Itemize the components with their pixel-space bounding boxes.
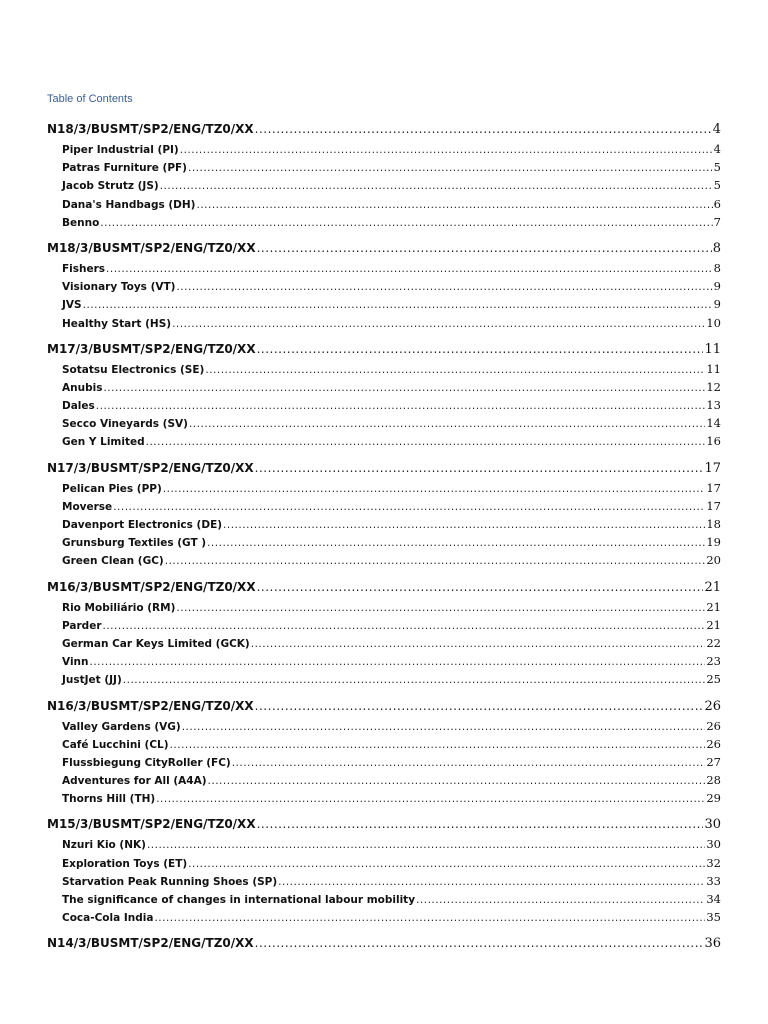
- dot-leader: [103, 617, 706, 635]
- dot-leader: [154, 909, 705, 927]
- toc-section-entry[interactable]: [0, 118, 768, 140]
- dot-leader: [90, 653, 706, 671]
- toc-sub-entry[interactable]: [0, 533, 768, 551]
- dot-leader: [100, 214, 712, 232]
- toc-page-number: 16: [706, 434, 721, 449]
- toc-entry-title: Flussbiegung CityRoller (FC): [62, 756, 231, 769]
- dot-leader: [172, 315, 705, 333]
- toc-sub-entry[interactable]: [0, 277, 768, 295]
- dot-leader: [165, 552, 706, 570]
- dot-leader: [257, 813, 704, 835]
- toc-section: [0, 338, 768, 451]
- toc-sub-entry[interactable]: [0, 140, 768, 158]
- toc-entry-title: Secco Vineyards (SV): [62, 418, 188, 431]
- dot-leader: [160, 177, 713, 195]
- toc-sub-entry[interactable]: [0, 598, 768, 616]
- dot-leader: [257, 237, 712, 259]
- toc-entry-title: N18/3/BUSMT/SP2/ENG/TZ0/XX: [47, 122, 254, 136]
- toc-page-number: 11: [704, 341, 721, 357]
- toc-page-number: 36: [704, 936, 721, 952]
- toc-page-number: 9: [713, 279, 721, 294]
- toc-entry-title: Jacob Strutz (JS): [62, 180, 159, 193]
- toc-sub-entry[interactable]: [0, 771, 768, 789]
- dot-leader: [163, 480, 706, 498]
- toc-section-entry[interactable]: [0, 338, 768, 360]
- toc-entry-title: Green Clean (GC): [62, 555, 164, 568]
- dot-leader: [123, 671, 706, 689]
- toc-sub-entry[interactable]: [0, 295, 768, 313]
- toc-page-number: 4: [712, 122, 721, 137]
- toc-page-number: 35: [706, 910, 721, 925]
- dot-leader: [223, 516, 705, 534]
- toc-page-number: 34: [706, 892, 721, 906]
- toc-sub-entry[interactable]: [0, 378, 768, 396]
- dot-leader: [255, 695, 704, 717]
- dot-leader: [207, 534, 705, 552]
- toc-entry-title: Visionary Toys (VT): [62, 281, 176, 294]
- toc-page-number: 21: [706, 617, 721, 632]
- toc-entry-title: Davenport Electronics (DE): [62, 519, 223, 531]
- toc-sub-entry[interactable]: [0, 414, 768, 432]
- toc-sub-entry[interactable]: [0, 396, 768, 414]
- toc-sub-entry[interactable]: [0, 735, 768, 753]
- toc-entry-title: Dana's Handbags (DH): [62, 198, 196, 211]
- toc-page-number: 17: [706, 480, 721, 495]
- toc-sub-entry[interactable]: [0, 213, 768, 231]
- toc-page-number: 8: [712, 240, 721, 256]
- toc-sub-entry[interactable]: [0, 908, 768, 926]
- toc-sub-entry[interactable]: [0, 890, 768, 908]
- toc-sub-entry[interactable]: [0, 259, 768, 277]
- dot-leader: [96, 397, 706, 415]
- toc-sub-entry[interactable]: [0, 551, 768, 569]
- toc-entry-title: Moverse: [62, 500, 113, 513]
- toc-section-entry[interactable]: [0, 932, 768, 954]
- toc-entry-title: The significance of changes in international labour mobility: [62, 894, 416, 906]
- toc-entry-title: Starvation Peak Running Shoes (SP): [62, 875, 278, 888]
- toc-page-number: 9: [713, 297, 721, 312]
- dot-leader: [251, 635, 706, 653]
- toc-page-number: 27: [706, 754, 721, 769]
- dot-leader: [83, 296, 713, 314]
- toc-page-number: 19: [706, 535, 721, 550]
- toc-entry-title: M15/3/BUSMT/SP2/ENG/TZ0/XX: [47, 817, 256, 832]
- toc-entry-title: Parder: [62, 619, 102, 632]
- toc-page-number: 20: [706, 553, 721, 568]
- dot-leader: [188, 159, 713, 177]
- toc-entry-title: Pelican Pies (PP): [62, 482, 162, 495]
- toc-entry-title: Gen Y Limited: [62, 436, 145, 449]
- dot-leader: [196, 196, 712, 214]
- toc-sub-entry[interactable]: [0, 753, 768, 771]
- toc-page-number: 26: [704, 698, 721, 714]
- toc-sub-entry[interactable]: [0, 670, 768, 688]
- toc-entry-title: Dales: [62, 400, 95, 413]
- toc-entry-title: JVS: [62, 299, 82, 312]
- dot-leader: [255, 932, 704, 954]
- toc-entry-title: Benno: [62, 216, 100, 229]
- toc-sub-entry[interactable]: [0, 717, 768, 735]
- dot-leader: [232, 754, 706, 772]
- toc-page-number: 22: [706, 635, 721, 650]
- toc-entry-title: Piper Industrial (PI): [62, 144, 179, 156]
- toc-entry-title: Nzuri Kio (NK): [62, 839, 146, 852]
- dot-leader: [106, 260, 713, 278]
- toc-entry-title: Anubis: [62, 381, 103, 394]
- toc-entry-title: N17/3/BUSMT/SP2/ENG/TZ0/XX: [47, 460, 254, 475]
- toc-page-number: 28: [706, 773, 721, 788]
- dot-leader: [208, 772, 706, 790]
- toc-heading: Table of Contents: [47, 93, 133, 105]
- toc-section: [0, 576, 768, 689]
- toc-page-number: 23: [706, 654, 721, 669]
- toc-page-number: 4: [713, 142, 721, 156]
- toc-entry-title: Sotatsu Electronics (SE): [62, 363, 205, 376]
- toc-sub-entry[interactable]: [0, 634, 768, 652]
- toc-page-number: 29: [706, 791, 721, 806]
- toc-entry-title: Valley Gardens (VG): [62, 720, 181, 733]
- dot-leader: [176, 599, 705, 617]
- toc-sub-entry[interactable]: [0, 789, 768, 807]
- toc-page-number: 14: [706, 416, 721, 431]
- toc-entry-title: N16/3/BUSMT/SP2/ENG/TZ0/XX: [47, 698, 254, 713]
- toc-entry-title: Patras Furniture (PF): [62, 162, 187, 175]
- toc-sub-entry[interactable]: [0, 497, 768, 515]
- toc-page-number: 30: [704, 817, 721, 833]
- toc-entry-title: Healthy Start (HS): [62, 317, 172, 330]
- toc-entry-title: Fishers: [62, 262, 106, 275]
- dot-leader: [170, 736, 706, 754]
- dot-leader: [257, 338, 704, 360]
- dot-leader: [146, 433, 706, 451]
- toc-section: [0, 118, 768, 231]
- toc-sub-entry[interactable]: [0, 616, 768, 634]
- toc-entry-title: Adventures for All (A4A): [62, 775, 207, 788]
- toc-page-number: 7: [713, 214, 721, 229]
- dot-leader: [176, 278, 712, 296]
- toc-page-number: 17: [706, 498, 721, 513]
- toc-section: [0, 813, 768, 926]
- toc-entry-title: Café Lucchini (CL): [62, 738, 169, 751]
- toc-entry-title: Grunsburg Textiles (GT ): [62, 537, 207, 550]
- toc-section: [0, 237, 768, 332]
- dot-leader: [188, 855, 705, 873]
- toc-sub-entry[interactable]: [0, 515, 768, 533]
- toc-sub-entry[interactable]: [0, 195, 768, 213]
- toc-page-number: 10: [706, 315, 721, 330]
- toc-page-number: 33: [706, 873, 721, 888]
- dot-leader: [182, 718, 706, 736]
- toc-page-number: 26: [706, 736, 721, 751]
- dot-leader: [255, 457, 704, 479]
- toc-sub-entry[interactable]: [0, 835, 768, 853]
- toc-entry-title: M18/3/BUSMT/SP2/ENG/TZ0/XX: [47, 240, 256, 255]
- toc-entry-title: M17/3/BUSMT/SP2/ENG/TZ0/XX: [47, 341, 256, 356]
- toc-entry-title: Thorns Hill (TH): [62, 793, 156, 806]
- toc-page-number: 6: [713, 196, 721, 211]
- toc-sub-entry[interactable]: [0, 854, 768, 872]
- dot-leader: [255, 118, 712, 140]
- dot-leader: [257, 576, 704, 598]
- toc-page-number: 17: [704, 460, 721, 476]
- toc-section-entry[interactable]: [0, 695, 768, 717]
- toc-section-entry[interactable]: [0, 457, 768, 479]
- toc-entry-title: German Car Keys Limited (GCK): [62, 637, 250, 650]
- toc-section-entry[interactable]: [0, 237, 768, 259]
- toc-entry-title: M16/3/BUSMT/SP2/ENG/TZ0/XX: [47, 579, 256, 594]
- toc-sub-entry[interactable]: [0, 872, 768, 890]
- toc-page-number: 21: [704, 579, 721, 595]
- toc-section: [0, 457, 768, 570]
- toc-entry-title: Rio Mobiliário (RM): [62, 601, 176, 614]
- toc-entry-title: Vinn: [62, 656, 89, 669]
- toc-list: [0, 118, 768, 960]
- toc-entry-title: N14/3/BUSMT/SP2/ENG/TZ0/XX: [47, 936, 254, 951]
- toc-sub-entry[interactable]: [0, 314, 768, 332]
- toc-sub-entry[interactable]: [0, 652, 768, 670]
- toc-section-entry[interactable]: [0, 813, 768, 835]
- toc-section-entry[interactable]: [0, 576, 768, 598]
- toc-page-number: 11: [706, 361, 721, 376]
- toc-sub-entry[interactable]: [0, 479, 768, 497]
- toc-section: [0, 932, 768, 954]
- toc-section: [0, 695, 768, 808]
- toc-page-number: 25: [706, 672, 721, 687]
- dot-leader: [189, 415, 705, 433]
- dot-leader: [113, 498, 705, 516]
- toc-entry-title: Exploration Toys (ET): [62, 857, 188, 870]
- toc-page-number: 5: [713, 178, 721, 193]
- toc-sub-entry[interactable]: [0, 158, 768, 176]
- toc-page-number: 13: [706, 398, 721, 413]
- dot-leader: [278, 873, 705, 891]
- toc-page-number: 18: [706, 517, 721, 531]
- toc-page-number: 26: [706, 718, 721, 733]
- toc-page-number: 32: [706, 855, 721, 870]
- toc-page-number: 8: [713, 260, 721, 275]
- dot-leader: [103, 379, 705, 397]
- dot-leader: [205, 361, 705, 379]
- toc-page-number: 12: [706, 379, 721, 394]
- toc-entry-title: JustJet (JJ): [62, 674, 122, 687]
- toc-sub-entry[interactable]: [0, 432, 768, 450]
- dot-leader: [180, 141, 713, 159]
- toc-page-number: 21: [706, 599, 721, 614]
- toc-page-number: 30: [706, 837, 721, 852]
- dot-leader: [147, 836, 705, 854]
- toc-entry-title: Coca-Cola India: [62, 912, 154, 925]
- toc-page-number: 5: [713, 160, 721, 175]
- dot-leader: [156, 790, 705, 808]
- toc-sub-entry[interactable]: [0, 176, 768, 194]
- toc-sub-entry[interactable]: [0, 360, 768, 378]
- dot-leader: [416, 891, 705, 909]
